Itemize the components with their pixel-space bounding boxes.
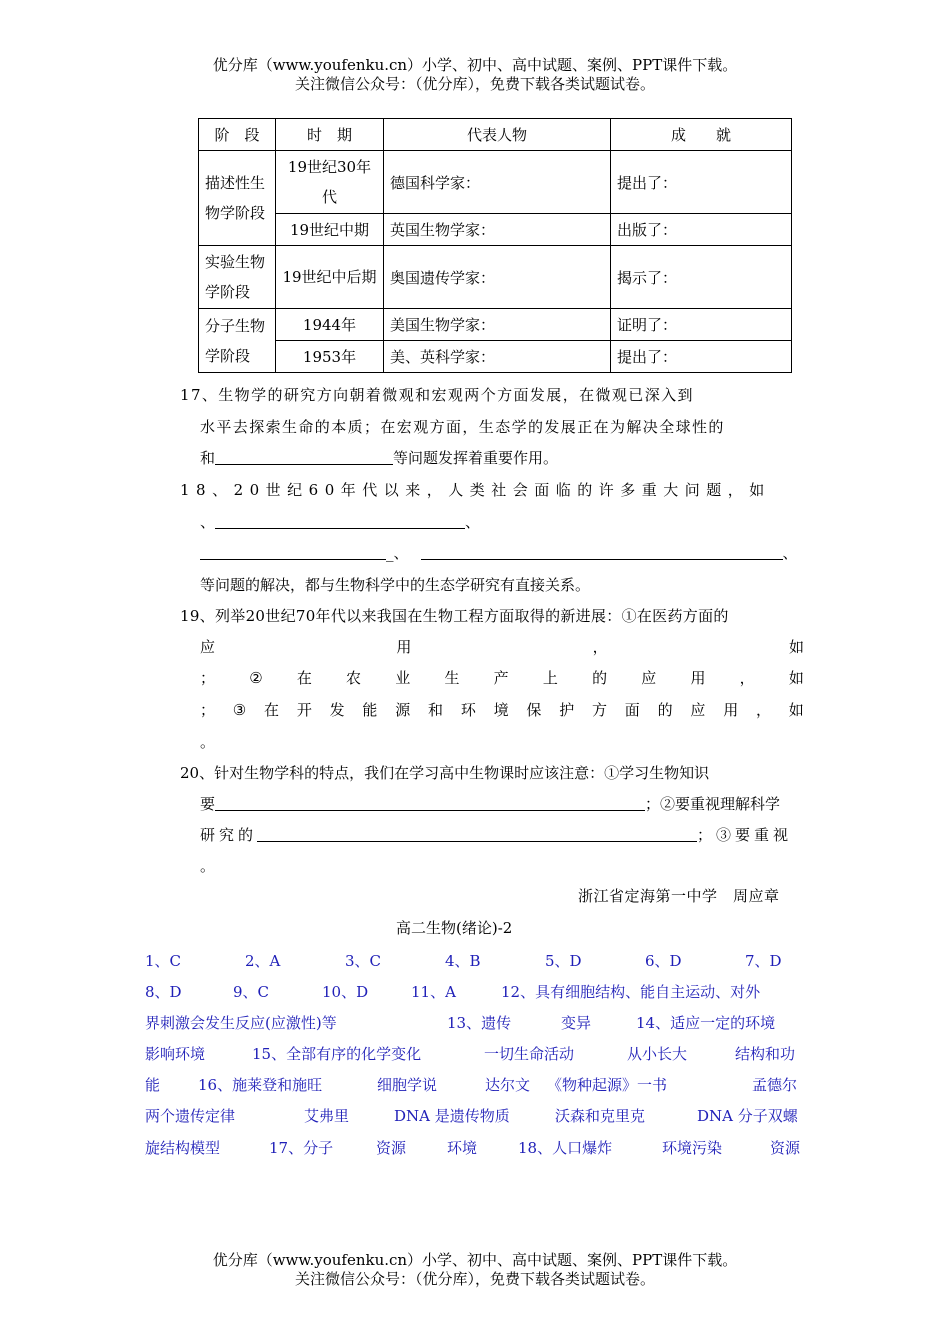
header-line-2: 关注微信公众号：（优分库），免费下载各类试题试卷。 bbox=[294, 75, 655, 93]
answer-item: 环境 bbox=[447, 1139, 478, 1157]
q19-char: 的 bbox=[657, 701, 673, 719]
answer-item: 达尔文 bbox=[485, 1076, 531, 1094]
footer-line-1: 优分库（www.youfenku.cn）小学、初中、高中试题、案例、PPT课件下载。 bbox=[212, 1251, 738, 1269]
q19-char: 保 bbox=[526, 701, 542, 719]
th-stage: 阶 段 bbox=[199, 119, 276, 151]
q19-word: 用 bbox=[396, 638, 412, 656]
q18-blank-1[interactable] bbox=[215, 510, 465, 529]
answer-item: 8、D bbox=[145, 983, 182, 1001]
answer-item: 变异 bbox=[561, 1014, 592, 1032]
answer-item: 从小长大 bbox=[627, 1045, 688, 1063]
q18-line-4: 等问题的解决，都与生物科学中的生态学研究有直接关系。 bbox=[200, 576, 591, 594]
answer-item: 《物种起源》一书 bbox=[547, 1076, 668, 1094]
q19-char: 用 bbox=[690, 669, 706, 687]
stage-molecular: 分子生物学阶段 bbox=[199, 309, 276, 373]
q17-line-3 bbox=[200, 443, 558, 474]
achievement-cell: 证明了： bbox=[611, 309, 792, 341]
signature: 浙江省定海第一中学 周应章 bbox=[578, 887, 780, 905]
q19-char: 发 bbox=[329, 701, 345, 719]
person-cell: 美国生物学家： bbox=[384, 309, 611, 341]
answer-item: 9、C bbox=[233, 983, 270, 1001]
answer-item: 环境污染 bbox=[662, 1139, 723, 1157]
q17-he: 和 bbox=[200, 449, 216, 467]
q19-char: 生 bbox=[444, 669, 460, 687]
q19-char: 如 bbox=[788, 669, 804, 687]
q20-text: ；②要重视理解科学 bbox=[645, 795, 781, 813]
answer-title: 高二生物(绪论)-2 bbox=[396, 919, 513, 937]
answer-item: 孟德尔 bbox=[752, 1076, 798, 1094]
q18-line-3 bbox=[200, 538, 798, 569]
q19-char: 和 bbox=[428, 701, 444, 719]
q20-line-4: 。 bbox=[200, 857, 216, 875]
answer-item: 17、分子 bbox=[269, 1139, 334, 1157]
answer-item: 13、遗传 bbox=[447, 1014, 512, 1032]
q19-char: ③ bbox=[232, 701, 247, 719]
th-period: 时 期 bbox=[276, 119, 384, 151]
answer-item: 旋结构模型 bbox=[145, 1139, 221, 1157]
q19-char: 境 bbox=[493, 701, 509, 719]
q19-char: 环 bbox=[460, 701, 476, 719]
q17-tail: 等问题发挥着重要作用。 bbox=[393, 449, 559, 467]
q18-blank-3[interactable] bbox=[421, 541, 783, 560]
q19-char: 上 bbox=[542, 669, 558, 687]
q18-blank-2[interactable] bbox=[200, 541, 386, 560]
q19-word: 如 bbox=[788, 638, 804, 656]
th-person: 代表人物 bbox=[384, 119, 611, 151]
q19-char: 在 bbox=[296, 669, 312, 687]
q20-line-1: 20、针对生物学科的特点，我们在学习高中生物课时应该注意：①学习生物知识 bbox=[180, 764, 710, 782]
q19-char: 产 bbox=[493, 669, 509, 687]
stage-experimental: 实验生物学阶段 bbox=[199, 246, 276, 309]
q19-char: 源 bbox=[395, 701, 411, 719]
q19-word: 应 bbox=[200, 638, 216, 656]
q19-char: 开 bbox=[296, 701, 312, 719]
q19-char: ， bbox=[739, 669, 755, 687]
achievement-cell: 提出了： bbox=[611, 151, 792, 214]
answer-item: 11、A bbox=[411, 983, 456, 1001]
q17-blank[interactable] bbox=[215, 446, 393, 465]
answer-item: 3、C bbox=[345, 952, 382, 970]
q19-char: 用 bbox=[723, 701, 739, 719]
q20-text: 研究的 bbox=[200, 826, 258, 844]
stage-descriptive: 描述性生物学阶段 bbox=[199, 151, 276, 246]
q19-char: 应 bbox=[641, 669, 657, 687]
q19-char: 面 bbox=[624, 701, 640, 719]
person-cell: 奥国遗传学家： bbox=[384, 246, 611, 309]
q18-comma-2: 、 bbox=[465, 513, 481, 531]
q19-line-4 bbox=[200, 695, 804, 726]
q20-yao: 要 bbox=[200, 795, 216, 813]
q19-char: 的 bbox=[592, 669, 608, 687]
q19-line-2 bbox=[200, 632, 804, 663]
q20-text: ；③要重视 bbox=[697, 826, 793, 844]
answer-item: 能 bbox=[145, 1076, 161, 1094]
th-achievement: 成 就 bbox=[611, 119, 792, 151]
q18-comma-1: 、 bbox=[200, 513, 216, 531]
answer-item: 两个遗传定律 bbox=[145, 1107, 236, 1125]
achievement-cell: 出版了： bbox=[611, 214, 792, 246]
achievement-cell: 揭示了： bbox=[611, 246, 792, 309]
answer-item: 12、具有细胞结构、能自主运动、对外 bbox=[501, 983, 761, 1001]
q17-line-1: 17、生物学的研究方向朝着微观和宏观两个方面发展，在微观已深入到 bbox=[180, 386, 694, 404]
q19-line-3 bbox=[200, 663, 804, 694]
answer-item: 1、C bbox=[145, 952, 182, 970]
answer-item: 4、B bbox=[445, 952, 481, 970]
q19-char: 护 bbox=[559, 701, 575, 719]
answer-item: 15、全部有序的化学变化 bbox=[252, 1045, 422, 1063]
q19-char: 如 bbox=[788, 701, 804, 719]
period-cell: 1953年 bbox=[276, 341, 384, 373]
answer-item: 细胞学说 bbox=[377, 1076, 438, 1094]
achievement-cell: 提出了： bbox=[611, 341, 792, 373]
answer-item: 18、人口爆炸 bbox=[518, 1139, 613, 1157]
q19-char: 能 bbox=[362, 701, 378, 719]
q17-line-2: 水平去探索生命的本质；在宏观方面，生态学的发展正在为解决全球性的 bbox=[200, 418, 725, 436]
person-cell: 德国科学家： bbox=[384, 151, 611, 214]
biology-stages-table bbox=[198, 118, 792, 373]
q19-line-1: 19、列举20世纪70年代以来我国在生物工程方面取得的新进展：①在医药方面的 bbox=[180, 607, 729, 625]
q19-char: ； bbox=[200, 701, 216, 719]
period-cell: 1944年 bbox=[276, 309, 384, 341]
q19-char: 业 bbox=[395, 669, 411, 687]
answer-item: 界刺激会发生反应(应激性)等 bbox=[145, 1014, 337, 1032]
answer-item: 10、D bbox=[322, 983, 369, 1001]
q20-line-2 bbox=[200, 789, 780, 820]
q18-line-1: 18、20世纪60年代以来，人类社会面临的许多重大问题，如 bbox=[180, 481, 771, 499]
header-line-1: 优分库（www.youfenku.cn）小学、初中、高中试题、案例、PPT课件下载。 bbox=[212, 56, 738, 74]
answer-item: 资源 bbox=[376, 1139, 407, 1157]
q19-char: 应 bbox=[690, 701, 706, 719]
footer-line-2: 关注微信公众号：（优分库），免费下载各类试题试卷。 bbox=[294, 1270, 655, 1288]
person-cell: 英国生物学家： bbox=[384, 214, 611, 246]
q20-blank-1[interactable] bbox=[215, 792, 645, 811]
answer-item: 一切生命活动 bbox=[484, 1045, 575, 1063]
q19-char: 农 bbox=[346, 669, 362, 687]
q19-char: ② bbox=[249, 669, 263, 687]
answer-item: 7、D bbox=[745, 952, 782, 970]
q18-comma-3: _、 bbox=[386, 544, 409, 562]
q19-line-5: 。 bbox=[200, 733, 216, 751]
period-cell: 19世纪中后期 bbox=[276, 246, 384, 309]
q20-line-3 bbox=[200, 820, 792, 851]
answer-item: 14、适应一定的环境 bbox=[636, 1014, 776, 1032]
answer-item: DNA 分子双螺 bbox=[697, 1107, 798, 1125]
answer-item: 艾弗里 bbox=[304, 1107, 350, 1125]
q19-char: ； bbox=[200, 669, 216, 687]
answer-item: 5、D bbox=[545, 952, 582, 970]
q19-char: ， bbox=[755, 701, 771, 719]
period-cell: 19世纪30年代 bbox=[276, 151, 384, 214]
answer-item: 2、A bbox=[245, 952, 281, 970]
period-cell: 19世纪中期 bbox=[276, 214, 384, 246]
answer-item: 沃森和克里克 bbox=[555, 1107, 646, 1125]
q18-comma-4: 、 bbox=[782, 544, 798, 562]
answer-item: DNA 是遗传物质 bbox=[394, 1107, 510, 1125]
person-cell: 美、英科学家： bbox=[384, 341, 611, 373]
q20-blank-2[interactable] bbox=[257, 823, 697, 842]
q19-char: 方 bbox=[592, 701, 608, 719]
q18-line-2 bbox=[200, 507, 480, 538]
answer-item: 结构和功 bbox=[735, 1045, 796, 1063]
answer-item: 16、施莱登和施旺 bbox=[198, 1076, 323, 1094]
q19-char: 在 bbox=[264, 701, 280, 719]
answer-item: 资源 bbox=[770, 1139, 801, 1157]
answer-item: 6、D bbox=[645, 952, 682, 970]
q19-word: ， bbox=[592, 638, 608, 656]
answer-item: 影响环境 bbox=[145, 1045, 206, 1063]
